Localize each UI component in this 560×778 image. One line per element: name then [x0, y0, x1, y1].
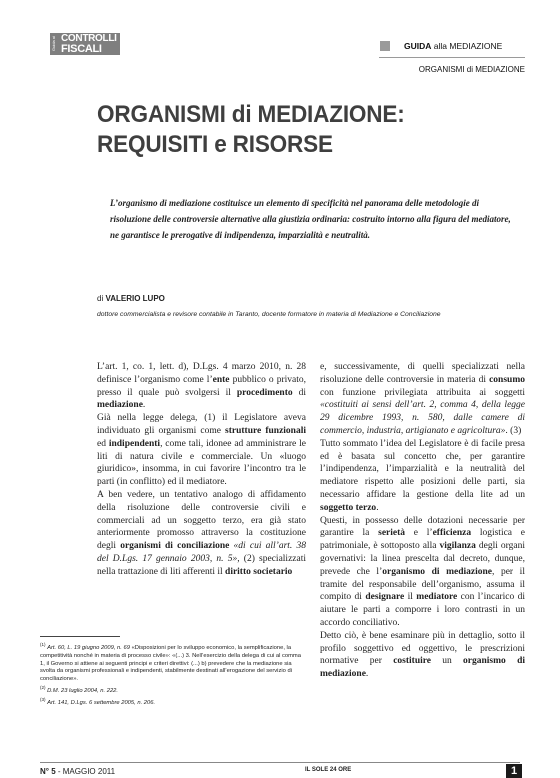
footnotes: [40, 641, 302, 707]
section-label: ORGANISMI di MEDIAZIONE: [418, 65, 525, 74]
paragraph: Già nella legge delega, (1) il Legislatore aveva individuato gli organismi come strutture funzionali ed indipendenti, come tali, idonee ad amministrare le liti di natura civile e commerciale. Un «luogo giuridico», insomma, in cui favorire l’incontro tra le parti (in conflitto) ed il mediatore.: [97, 413, 306, 488]
paragraph: e, successivamente, di quelli specializzati nella risoluzione delle controversie in materia di consumo con funzione privilegiata attribuita ai soggetti «costituiti ai sensi dell’art. 2, comma 4, della legge 29 dicembre 1993, n. 580, dalle camere di commercio, industria, artigianato e agricoltura». (3): [320, 362, 525, 436]
article-abstract: L’organismo di mediazione costituisce un elemento di specificità nel panorama delle metodologie di risoluzione delle controversie alternative alla giustizia ordinaria: costruito intorno alla figura del mediatore, ne garantisce le prerogative di indipendenza, imparzialità e neutralità.: [110, 198, 511, 240]
logo-line2: FISCALI: [61, 43, 102, 55]
article-title: [97, 100, 405, 160]
paragraph: L’art. 1, co. 1, lett. d), D.Lgs. 4 marzo 2010, n. 28 definisce l’organismo come l’ente pubblico o privato, presso il quale può svolgersi il procedimento di mediazione.: [97, 362, 307, 411]
footnote-1: $^{(1)}$ Art. 60, L. 19 giugno 2009, n. 69 «Disposizioni per lo sviluppo economico, la semplificazione, la competitività nonché in materia di processo civile»: «(...) 3. Nell’esercizio della delega di cui al comma 1, il Governo si attiene ai seguenti principi e criteri direttivi: (...) b) prevedere che la mediazione sia svolta da organismi professionali e indipendenti, stabilmente destinati all’erogazione del servizio di conciliazione».: [40, 642, 301, 683]
paragraph: Questi, in possesso delle dotazioni necessarie per garantire la serietà e l’efficienza logistica e patrimoniale, è sottoposto alla vigilanza degli organi governativi: la linea prescelta dal decreto, dunque, prevede che l’organismo di mediazione, per il tramite del responsabile dell’organismo, assuma il compito di designare il mediatore con l’incarico di aiutare le parti a comporre i loro contrasti in un accordo conciliativo.: [320, 515, 525, 628]
byline: di VALERIO LUPO: [97, 294, 165, 303]
author-name: VALERIO LUPO: [105, 294, 165, 303]
footer-divider: [40, 762, 520, 763]
title-line2: REQUISITI e RISORSE: [97, 131, 333, 158]
square-marker-icon: [380, 41, 390, 51]
body-column-left: [97, 361, 306, 579]
header-divider: [379, 57, 525, 58]
publisher-name: IL SOLE 24 ORE: [305, 767, 352, 773]
body-column-right: [320, 361, 525, 681]
paragraph: A ben vedere, un tentativo analogo di affidamento della risoluzione delle controversie civili e commerciali ad un soggetto terzo, era già stato anteriormente promosso attraverso la costituzione degli organismi di conciliazione «di cui all’art. 38 del D.Lgs. 17 gennaio 2003, n. 5», (2) specializzati nella trattazione di liti afferenti il diritto societario: [97, 489, 306, 577]
title-line1: ORGANISMI di MEDIAZIONE:: [97, 101, 405, 128]
footnote-divider: [40, 636, 120, 637]
logo-side-text: Guida ai: [50, 33, 58, 55]
footnote-2: $^{(2)}$ D.M. 23 luglio 2004, n. 222.: [40, 684, 119, 694]
guide-header: [380, 38, 521, 53]
magazine-logo: [50, 33, 120, 55]
paragraph: Detto ciò, è bene esaminare più in dettaglio, sotto il profilo soggettivo ed oggettivo, le prescrizioni normative per costituire un organismo di mediazione.: [320, 630, 525, 680]
page-number: 1: [506, 764, 522, 778]
guide-label: GUIDA alla MEDIAZIONE: [404, 40, 503, 51]
paragraph: Tutto sommato l’idea del Legislatore è di facile presa ed è basata sul concetto che, per garantire l’indipendenza, l’imparzialità e la neutralità del mediatore rispetto alle posizioni delle parti, sia necessario affidare la gestione della lite ad un soggetto terzo.: [320, 438, 525, 513]
author-bio: dottore commercialista e revisore contabile in Taranto, docente formatore in materia di Mediazione e Conciliazione: [97, 311, 441, 318]
issue-info: N° 5 - MAGGIO 2011: [40, 767, 116, 776]
logo-main: [58, 33, 120, 55]
footnote-3: $^{(3)}$ Art. 141, D.Lgs. 6 settembre 2005, n. 206.: [40, 696, 156, 706]
logo-line1: CONTROLLI: [61, 33, 117, 44]
